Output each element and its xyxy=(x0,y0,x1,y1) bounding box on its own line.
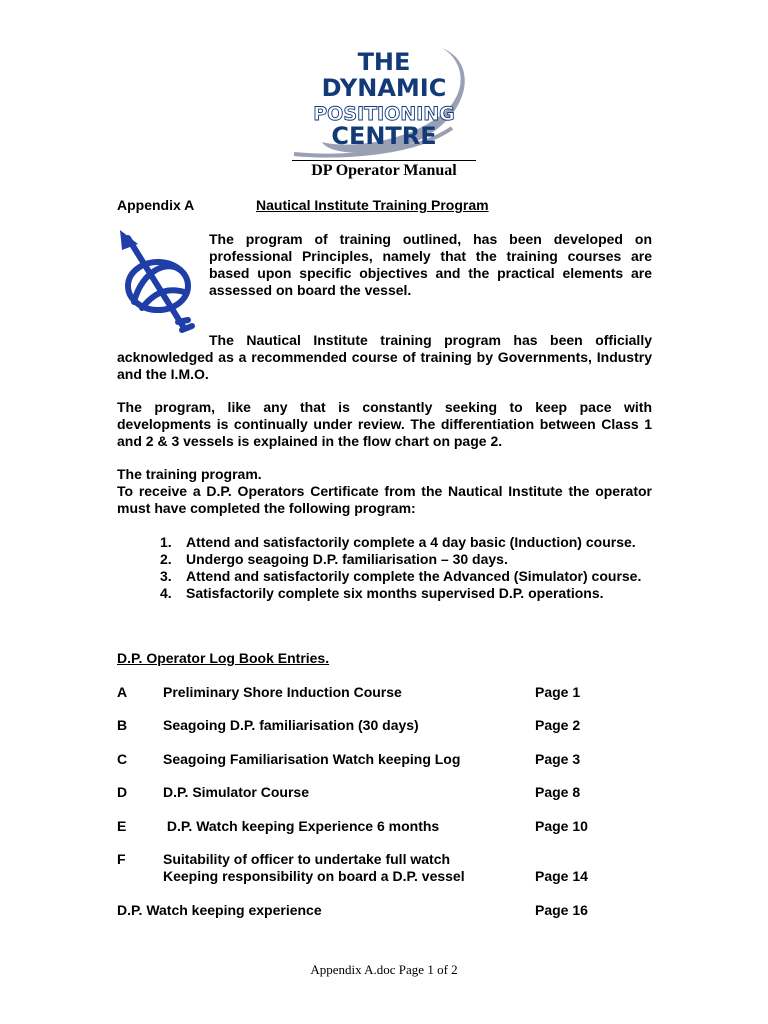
program-steps-list xyxy=(160,534,652,602)
nautical-institute-emblem-icon xyxy=(112,230,202,338)
log-entry-page: Page 14 xyxy=(535,868,588,884)
log-entry-description-line: Suitability of officer to undertake full watch xyxy=(163,851,451,867)
training-program-heading: The training program. xyxy=(117,466,262,482)
list-item-text: Satisfactorily complete six months supervised D.P. operations. xyxy=(186,585,604,601)
list-item-number: 4. xyxy=(160,585,172,601)
log-entry-letter: E xyxy=(117,818,127,834)
logo-text-dynamic: DYNAMIC xyxy=(321,74,447,102)
log-entry-description: D.P. Simulator Course xyxy=(163,784,310,800)
list-item xyxy=(160,568,652,585)
appendix-title: Nautical Institute Training Program xyxy=(256,197,489,213)
log-entry-letter: F xyxy=(117,851,126,867)
log-entry-page: Page 2 xyxy=(535,717,581,733)
list-item-number: 3. xyxy=(160,568,172,584)
list-item-text: Attend and satisfactorily complete the Advanced (Simulator) course. xyxy=(186,568,642,584)
log-entry-letter: A xyxy=(117,684,128,700)
list-item-number: 2. xyxy=(160,551,172,567)
log-entry-page: Page 10 xyxy=(535,818,588,834)
manual-title: DP Operator Manual xyxy=(311,162,457,179)
logo-text-the: THE xyxy=(357,48,411,76)
list-item-text: Attend and satisfactorily complete a 4 day basic (Induction) course. xyxy=(186,534,636,550)
logo-text-centre: CENTRE xyxy=(331,122,437,150)
list-item xyxy=(160,534,652,551)
list-item xyxy=(160,551,652,568)
log-entry-description: D.P. Watch keeping Experience 6 months xyxy=(163,818,440,834)
log-entry-description: Seagoing D.P. familiarisation (30 days) xyxy=(163,717,419,733)
logo-text-positioning: POSITIONING xyxy=(313,103,455,125)
log-entry-description: D.P. Watch keeping experience xyxy=(117,902,322,918)
review-paragraph: The program, like any that is constantly seeking to keep pace with developments is continually under review. The differentiation between Class 1 and 2 & 3 vessels is explained in the flow chart on page 2. xyxy=(117,399,652,449)
intro-paragraph: The program of training outlined, has been developed on professional Principles, namely that the training courses are based upon specific objectives and the practical elements are assessed on board the vessel. xyxy=(209,231,652,298)
list-item-number: 1. xyxy=(160,534,172,550)
page-footer: Appendix A.doc Page 1 of 2 xyxy=(310,962,458,977)
log-entry-page: Page 3 xyxy=(535,751,581,767)
log-entry-letter: C xyxy=(117,751,128,767)
log-entry-page: Page 16 xyxy=(535,902,588,918)
list-item xyxy=(160,585,652,602)
log-entry-letter: D xyxy=(117,784,128,800)
log-entry-description xyxy=(163,851,533,885)
training-program-paragraph xyxy=(117,466,652,517)
appendix-heading xyxy=(117,197,489,213)
appendix-tag: Appendix A xyxy=(117,197,195,213)
dynamic-positioning-centre-logo xyxy=(292,44,476,158)
acknowledgement-paragraph: The Nautical Institute training program has been officially acknowledged as a recommended course of training by Governments, Industry and the I.M.O. xyxy=(117,332,652,382)
log-book-heading: D.P. Operator Log Book Entries. xyxy=(117,650,330,666)
training-program-requirement: To receive a D.P. Operators Certificate from the Nautical Institute the operator must have completed the following program: xyxy=(117,483,652,516)
log-entry-page: Page 8 xyxy=(535,784,581,800)
log-entry-letter: B xyxy=(117,717,128,733)
log-entry-description: Preliminary Shore Induction Course xyxy=(163,684,402,700)
log-entry-description: Seagoing Familiarisation Watch keeping Log xyxy=(163,751,461,767)
log-entry-description-line: Keeping responsibility on board a D.P. vessel xyxy=(163,868,465,884)
log-entry-page: Page 1 xyxy=(535,684,581,700)
list-item-text: Undergo seagoing D.P. familiarisation – 30 days. xyxy=(186,551,508,567)
header-divider xyxy=(292,160,476,161)
